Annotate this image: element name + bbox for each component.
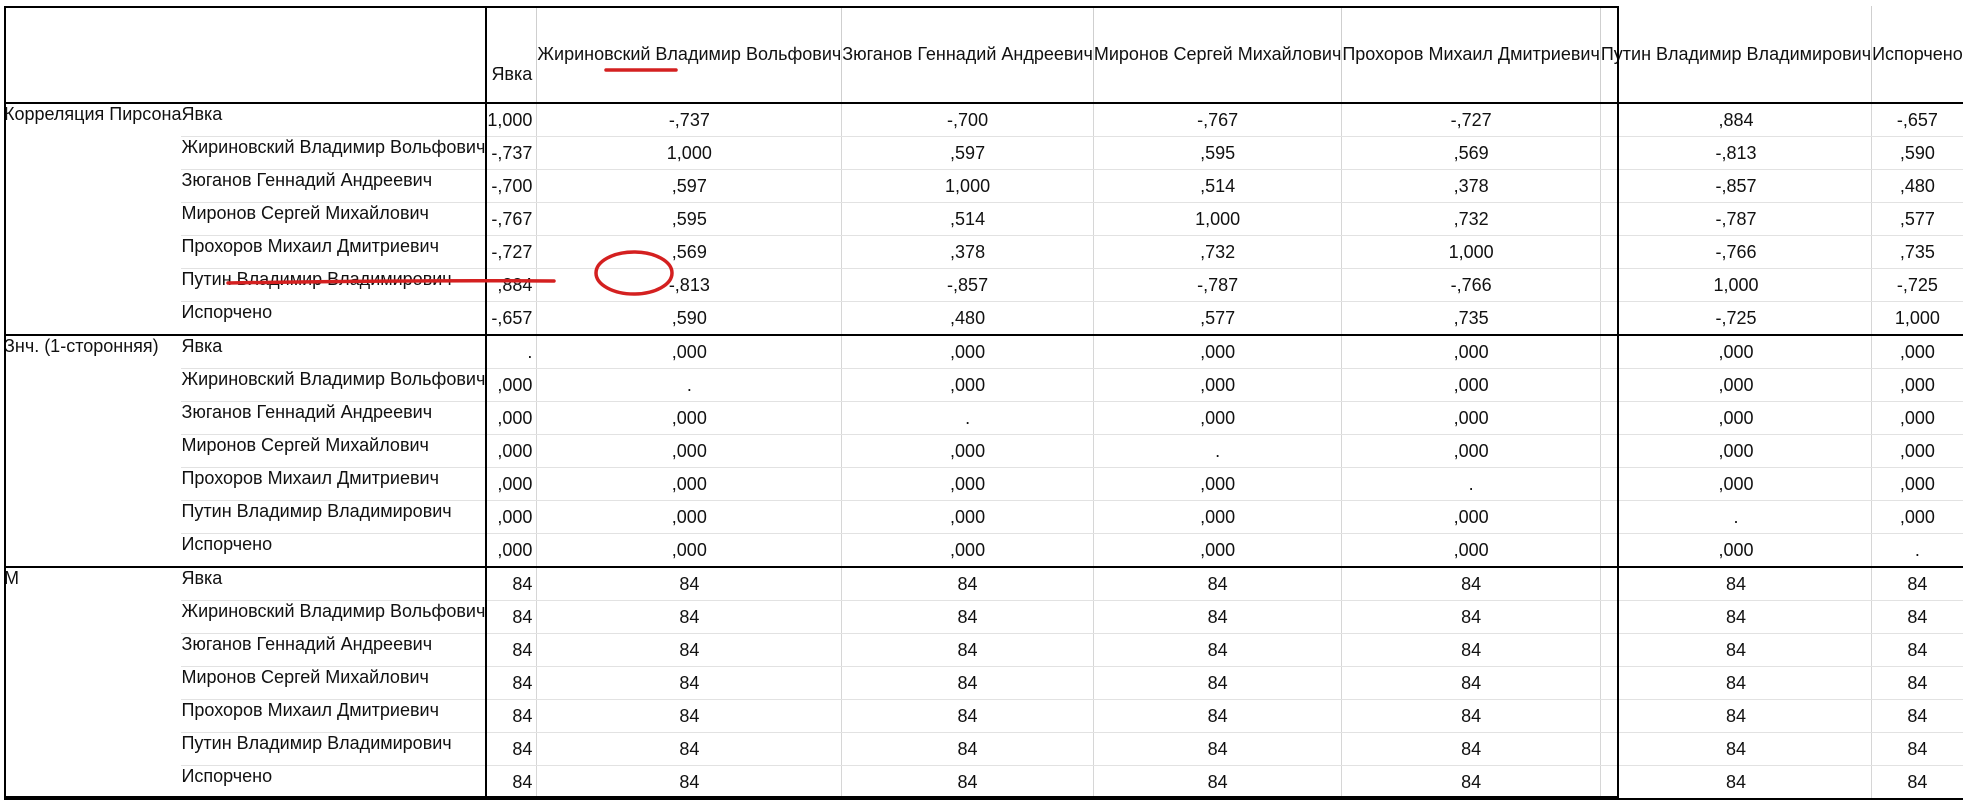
value-cell: ,000 bbox=[1600, 468, 1871, 501]
table-row bbox=[4, 269, 1963, 302]
header-blank-row bbox=[181, 6, 486, 103]
value-cell: ,000 bbox=[1872, 369, 1963, 402]
row-label: Явка bbox=[181, 103, 486, 137]
table-row bbox=[4, 733, 1963, 766]
value-cell: 1,000 bbox=[1600, 269, 1871, 302]
value-cell: 84 bbox=[1093, 601, 1341, 634]
row-label: Испорчено bbox=[181, 766, 486, 800]
value-cell: -,725 bbox=[1600, 302, 1871, 336]
value-cell: 84 bbox=[842, 601, 1094, 634]
value-cell: 1,000 bbox=[486, 103, 537, 137]
value-cell: 84 bbox=[1093, 700, 1341, 733]
value-cell: ,000 bbox=[1600, 335, 1871, 369]
value-cell: . bbox=[1600, 501, 1871, 534]
table-row bbox=[4, 601, 1963, 634]
value-cell: 84 bbox=[486, 667, 537, 700]
value-cell: ,577 bbox=[1093, 302, 1341, 336]
value-cell: 84 bbox=[842, 667, 1094, 700]
table-row bbox=[4, 700, 1963, 733]
table-row bbox=[4, 302, 1963, 336]
column-header: Зюганов Геннадий Андреевич bbox=[842, 6, 1094, 103]
value-cell: ,000 bbox=[1342, 335, 1601, 369]
row-label: Миронов Сергей Михайлович bbox=[181, 203, 486, 236]
value-cell: 84 bbox=[1872, 733, 1963, 766]
value-cell: 84 bbox=[537, 634, 842, 667]
value-cell: 84 bbox=[537, 567, 842, 601]
row-label: Явка bbox=[181, 335, 486, 369]
value-cell: 84 bbox=[1872, 667, 1963, 700]
value-cell: 84 bbox=[486, 766, 537, 800]
value-cell: ,000 bbox=[1342, 369, 1601, 402]
value-cell: . bbox=[842, 402, 1094, 435]
value-cell: ,735 bbox=[1342, 302, 1601, 336]
value-cell: . bbox=[1342, 468, 1601, 501]
value-cell: ,000 bbox=[486, 369, 537, 402]
value-cell: ,597 bbox=[842, 137, 1094, 170]
value-cell: 84 bbox=[1600, 700, 1871, 733]
value-cell: ,577 bbox=[1872, 203, 1963, 236]
row-label: Прохоров Михаил Дмитриевич bbox=[181, 468, 486, 501]
row-label: Зюганов Геннадий Андреевич bbox=[181, 402, 486, 435]
value-cell: -,725 bbox=[1872, 269, 1963, 302]
value-cell: ,000 bbox=[537, 501, 842, 534]
value-cell: 84 bbox=[486, 567, 537, 601]
value-cell: 84 bbox=[1872, 766, 1963, 800]
value-cell: ,000 bbox=[486, 501, 537, 534]
row-label: Путин Владимир Владимирович bbox=[181, 733, 486, 766]
value-cell: 84 bbox=[486, 733, 537, 766]
value-cell: 84 bbox=[537, 601, 842, 634]
value-cell: 1,000 bbox=[537, 137, 842, 170]
value-cell: ,000 bbox=[1342, 402, 1601, 435]
row-label: Зюганов Геннадий Андреевич bbox=[181, 634, 486, 667]
value-cell: 84 bbox=[1342, 766, 1601, 800]
group-label: Знч. (1-сторонняя) bbox=[4, 335, 181, 567]
column-header: Явка bbox=[486, 6, 537, 103]
value-cell: ,732 bbox=[1093, 236, 1341, 269]
value-cell: 84 bbox=[1093, 567, 1341, 601]
value-cell: -,737 bbox=[537, 103, 842, 137]
value-cell: ,000 bbox=[1600, 369, 1871, 402]
value-cell: 84 bbox=[1342, 601, 1601, 634]
table-row bbox=[4, 137, 1963, 170]
group-label: М bbox=[4, 567, 181, 799]
value-cell: ,000 bbox=[842, 369, 1094, 402]
value-cell: -,857 bbox=[1600, 170, 1871, 203]
value-cell: ,000 bbox=[1093, 534, 1341, 568]
value-cell: . bbox=[1093, 435, 1341, 468]
row-label: Жириновский Владимир Вольфович bbox=[181, 137, 486, 170]
value-cell: ,000 bbox=[1342, 534, 1601, 568]
value-cell: ,590 bbox=[1872, 137, 1963, 170]
table-row bbox=[4, 236, 1963, 269]
row-label: Прохоров Михаил Дмитриевич bbox=[181, 700, 486, 733]
value-cell: ,000 bbox=[486, 468, 537, 501]
value-cell: 1,000 bbox=[1872, 302, 1963, 336]
value-cell: ,735 bbox=[1872, 236, 1963, 269]
value-cell: -,737 bbox=[486, 137, 537, 170]
value-cell: ,000 bbox=[1872, 335, 1963, 369]
value-cell: ,000 bbox=[1872, 402, 1963, 435]
value-cell: -,767 bbox=[1093, 103, 1341, 137]
value-cell: . bbox=[1872, 534, 1963, 568]
value-cell: ,000 bbox=[1342, 435, 1601, 468]
table-row bbox=[4, 335, 1963, 369]
column-header: Миронов Сергей Михайлович bbox=[1093, 6, 1341, 103]
table-row bbox=[4, 667, 1963, 700]
value-cell: 84 bbox=[537, 733, 842, 766]
value-cell: ,000 bbox=[537, 402, 842, 435]
row-label: Явка bbox=[181, 567, 486, 601]
value-cell: 84 bbox=[486, 601, 537, 634]
value-cell: 84 bbox=[1342, 700, 1601, 733]
value-cell: ,569 bbox=[1342, 137, 1601, 170]
table-row bbox=[4, 369, 1963, 402]
value-cell: . bbox=[537, 369, 842, 402]
table-row bbox=[4, 534, 1963, 568]
value-cell: -,767 bbox=[486, 203, 537, 236]
value-cell: 84 bbox=[1872, 601, 1963, 634]
value-cell: -,700 bbox=[842, 103, 1094, 137]
value-cell: ,884 bbox=[1600, 103, 1871, 137]
table-row bbox=[4, 103, 1963, 137]
value-cell: 84 bbox=[1342, 634, 1601, 667]
value-cell: 84 bbox=[486, 634, 537, 667]
table-row bbox=[4, 170, 1963, 203]
value-cell: ,000 bbox=[537, 468, 842, 501]
value-cell: 84 bbox=[537, 700, 842, 733]
value-cell: 84 bbox=[1600, 601, 1871, 634]
value-cell: 84 bbox=[537, 766, 842, 800]
value-cell: 84 bbox=[1093, 667, 1341, 700]
value-cell: ,732 bbox=[1342, 203, 1601, 236]
value-cell: -,766 bbox=[1600, 236, 1871, 269]
value-cell: 1,000 bbox=[842, 170, 1094, 203]
value-cell: -,700 bbox=[486, 170, 537, 203]
table-row bbox=[4, 203, 1963, 236]
value-cell: ,000 bbox=[1342, 501, 1601, 534]
group-label: Корреляция Пирсона bbox=[4, 104, 182, 124]
value-cell: ,514 bbox=[1093, 170, 1341, 203]
value-cell: -,766 bbox=[1342, 269, 1601, 302]
value-cell: -,727 bbox=[486, 236, 537, 269]
column-header-row bbox=[4, 6, 1963, 103]
value-cell: ,480 bbox=[1872, 170, 1963, 203]
row-label: Жириновский Владимир Вольфович bbox=[181, 369, 486, 402]
table-row bbox=[4, 435, 1963, 468]
row-label: Испорчено bbox=[181, 302, 486, 336]
value-cell: ,000 bbox=[1872, 501, 1963, 534]
table-row bbox=[4, 468, 1963, 501]
value-cell: 84 bbox=[1342, 667, 1601, 700]
value-cell: ,000 bbox=[1872, 435, 1963, 468]
value-cell: ,000 bbox=[1093, 369, 1341, 402]
value-cell: 1,000 bbox=[1093, 203, 1341, 236]
table-row bbox=[4, 402, 1963, 435]
value-cell: ,000 bbox=[486, 402, 537, 435]
value-cell: 84 bbox=[842, 567, 1094, 601]
value-cell: ,000 bbox=[1600, 534, 1871, 568]
value-cell: ,000 bbox=[537, 435, 842, 468]
value-cell: 84 bbox=[1342, 733, 1601, 766]
value-cell: -,657 bbox=[486, 302, 537, 336]
value-cell: 84 bbox=[1600, 766, 1871, 800]
column-header: Жириновский Владимир Вольфович bbox=[537, 6, 842, 103]
value-cell: 1,000 bbox=[1342, 236, 1601, 269]
table-row bbox=[4, 766, 1963, 800]
value-cell: ,000 bbox=[842, 435, 1094, 468]
value-cell: -,857 bbox=[842, 269, 1094, 302]
value-cell: ,000 bbox=[1093, 501, 1341, 534]
value-cell: 84 bbox=[537, 667, 842, 700]
value-cell: 84 bbox=[842, 700, 1094, 733]
value-cell: 84 bbox=[842, 634, 1094, 667]
value-cell: ,000 bbox=[842, 335, 1094, 369]
value-cell: ,000 bbox=[842, 534, 1094, 568]
row-label: Миронов Сергей Михайлович bbox=[181, 435, 486, 468]
value-cell: ,000 bbox=[1093, 402, 1341, 435]
value-cell: -,787 bbox=[1600, 203, 1871, 236]
value-cell: ,000 bbox=[537, 335, 842, 369]
value-cell: ,597 bbox=[537, 170, 842, 203]
column-header: Прохоров Михаил Дмитриевич bbox=[1342, 6, 1601, 103]
value-cell: ,569 bbox=[537, 236, 842, 269]
value-cell: 84 bbox=[1600, 733, 1871, 766]
table-row bbox=[4, 634, 1963, 667]
value-cell: 84 bbox=[1600, 634, 1871, 667]
correlation-table bbox=[4, 6, 1963, 800]
value-cell: ,514 bbox=[842, 203, 1094, 236]
row-label: Путин Владимир Владимирович bbox=[181, 269, 486, 302]
value-cell: 84 bbox=[842, 766, 1094, 800]
value-cell: 84 bbox=[1600, 667, 1871, 700]
value-cell: 84 bbox=[1872, 634, 1963, 667]
value-cell: ,884 bbox=[486, 269, 537, 302]
value-cell: 84 bbox=[1093, 766, 1341, 800]
value-cell: ,000 bbox=[842, 501, 1094, 534]
value-cell: 84 bbox=[842, 733, 1094, 766]
row-label: Зюганов Геннадий Андреевич bbox=[181, 170, 486, 203]
value-cell: ,000 bbox=[1600, 402, 1871, 435]
value-cell: 84 bbox=[1093, 733, 1341, 766]
value-cell: -,813 bbox=[1600, 137, 1871, 170]
value-cell: ,000 bbox=[1600, 435, 1871, 468]
row-label: Жириновский Владимир Вольфович bbox=[181, 601, 486, 634]
table-row bbox=[4, 567, 1963, 601]
column-header: Путин Владимир Владимирович bbox=[1600, 6, 1871, 103]
value-cell: ,378 bbox=[1342, 170, 1601, 203]
value-cell: ,595 bbox=[537, 203, 842, 236]
value-cell: -,657 bbox=[1872, 103, 1963, 137]
table-row bbox=[4, 501, 1963, 534]
value-cell: ,480 bbox=[842, 302, 1094, 336]
value-cell: -,787 bbox=[1093, 269, 1341, 302]
value-cell: -,727 bbox=[1342, 103, 1601, 137]
header-blank-group bbox=[4, 6, 181, 103]
value-cell: 84 bbox=[1600, 567, 1871, 601]
value-cell: ,000 bbox=[1872, 468, 1963, 501]
value-cell: ,000 bbox=[1093, 335, 1341, 369]
value-cell: . bbox=[486, 335, 537, 369]
column-header: Испорчено bbox=[1872, 6, 1963, 103]
value-cell: ,000 bbox=[1093, 468, 1341, 501]
value-cell: -,813 bbox=[537, 269, 842, 302]
row-label: Испорчено bbox=[181, 534, 486, 568]
row-label: Прохоров Михаил Дмитриевич bbox=[181, 236, 486, 269]
value-cell: ,378 bbox=[842, 236, 1094, 269]
row-label: Миронов Сергей Михайлович bbox=[181, 667, 486, 700]
value-cell: 84 bbox=[1342, 567, 1601, 601]
value-cell: 84 bbox=[1093, 634, 1341, 667]
value-cell: ,595 bbox=[1093, 137, 1341, 170]
row-label: Путин Владимир Владимирович bbox=[181, 501, 486, 534]
value-cell: ,000 bbox=[486, 534, 537, 568]
value-cell: 84 bbox=[486, 700, 537, 733]
value-cell: ,590 bbox=[537, 302, 842, 336]
value-cell: 84 bbox=[1872, 700, 1963, 733]
value-cell: ,000 bbox=[842, 468, 1094, 501]
value-cell: ,000 bbox=[486, 435, 537, 468]
value-cell: 84 bbox=[1872, 567, 1963, 601]
value-cell: ,000 bbox=[537, 534, 842, 568]
